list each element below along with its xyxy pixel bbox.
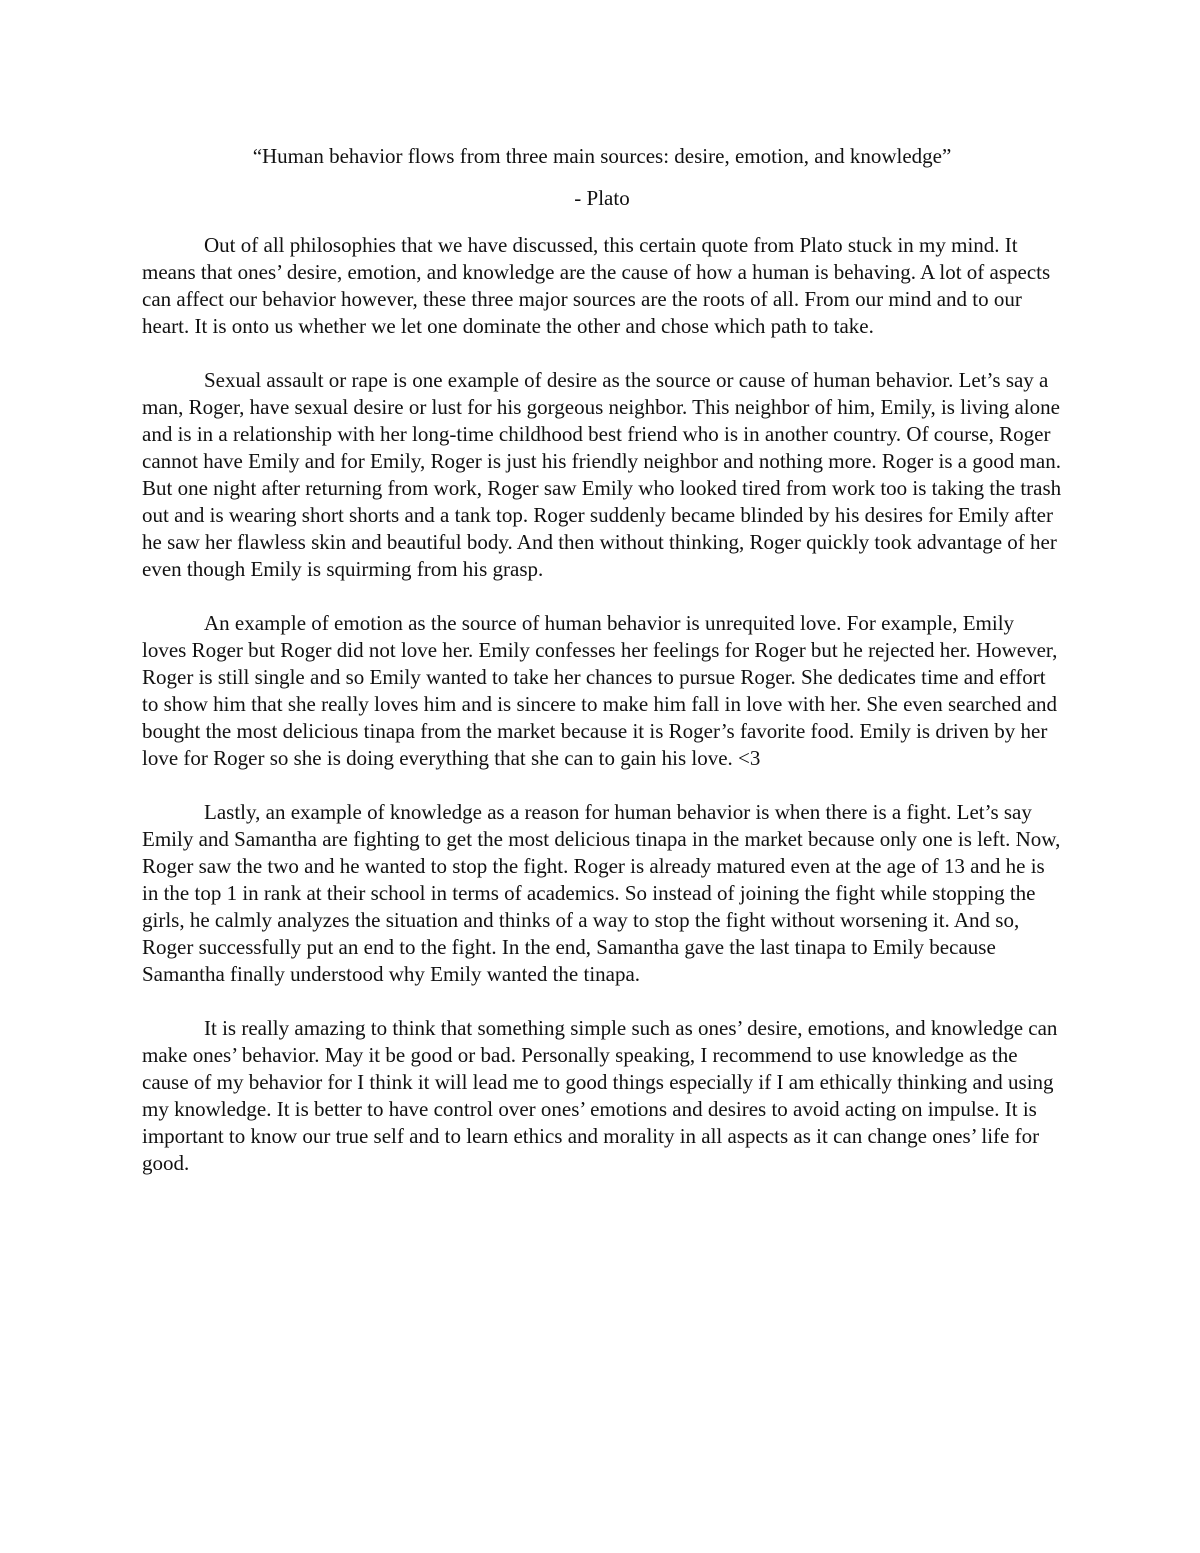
paragraph-conclusion: It is really amazing to think that something simple such as ones’ desire, emotions, and knowledge can make ones’ behavior. May it be good or bad. Personally speaking, I recommend to use knowledge as the cause of my behavior for I think it will lead me to good things especially if I am ethically thinking and using my knowledge. It is better to have control over ones’ emotions and desires to avoid acting on impulse. It is important to know our true self and to learn ethics and morality in all aspects as it can change ones’ life for good. <box>142 1016 1058 1175</box>
paragraph-desire: Sexual assault or rape is one example of desire as the source or cause of human behavior. Let’s say a man, Roger, have sexual desire or lust for his gorgeous neighbor. This neighbor of him, Emily, is living alone and is in a relationship with her long-time childhood best friend who is in another country. Of course, Roger cannot have Emily and for Emily, Roger is just his friendly neighbor and nothing more. Roger is a good man. But one night after returning from work, Roger saw Emily who looked tired from work too is taking the trash out and is wearing short shorts and a tank top. Roger suddenly became blinded by his desires for Emily after he saw her flawless skin and beautiful body. And then without thinking, Roger quickly took advantage of her even though Emily is squirming from his grasp. <box>142 368 1062 581</box>
quote-attribution: - Plato <box>574 186 630 210</box>
document-body <box>142 142 1062 1204</box>
paragraph-emotion: An example of emotion as the source of human behavior is unrequited love. For example, Emily loves Roger but Roger did not love her. Emily confesses her feelings for Roger but he rejected her. However, Roger is still single and so Emily wanted to take her chances to pursue Roger. She dedicates time and effort to show him that she really loves him and is sincere to make him fall in love with her. She even searched and bought the most delicious tinapa from the market because it is Roger’s favorite food. Emily is driven by her love for Roger so she is doing everything that she can to gain his love. <3 <box>142 611 1058 770</box>
paragraph-knowledge: Lastly, an example of knowledge as a reason for human behavior is when there is a fight. Let’s say Emily and Samantha are fighting to get the most delicious tinapa in the market because only one is left. Now, Roger saw the two and he wanted to stop the fight. Roger is already matured even at the age of 13 and he is in the top 1 in rank at their school in terms of academics. So instead of joining the fight while stopping the girls, he calmly analyzes the situation and thinks of a way to stop the fight without worsening it. And so, Roger successfully put an end to the fight. In the end, Samantha gave the last tinapa to Emily because Samantha finally understood why Emily wanted the tinapa. <box>142 800 1061 986</box>
quote-title: “Human behavior flows from three main sources: desire, emotion, and knowledge” <box>252 144 952 168</box>
paragraph-intro: Out of all philosophies that we have discussed, this certain quote from Plato stuck in my mind. It means that ones’ desire, emotion, and knowledge are the cause of how a human is behaving. A lot of aspects can affect our behavior however, these three major sources are the roots of all. From our mind and to our heart. It is onto us whether we let one dominate the other and chose which path to take. <box>142 233 1051 338</box>
